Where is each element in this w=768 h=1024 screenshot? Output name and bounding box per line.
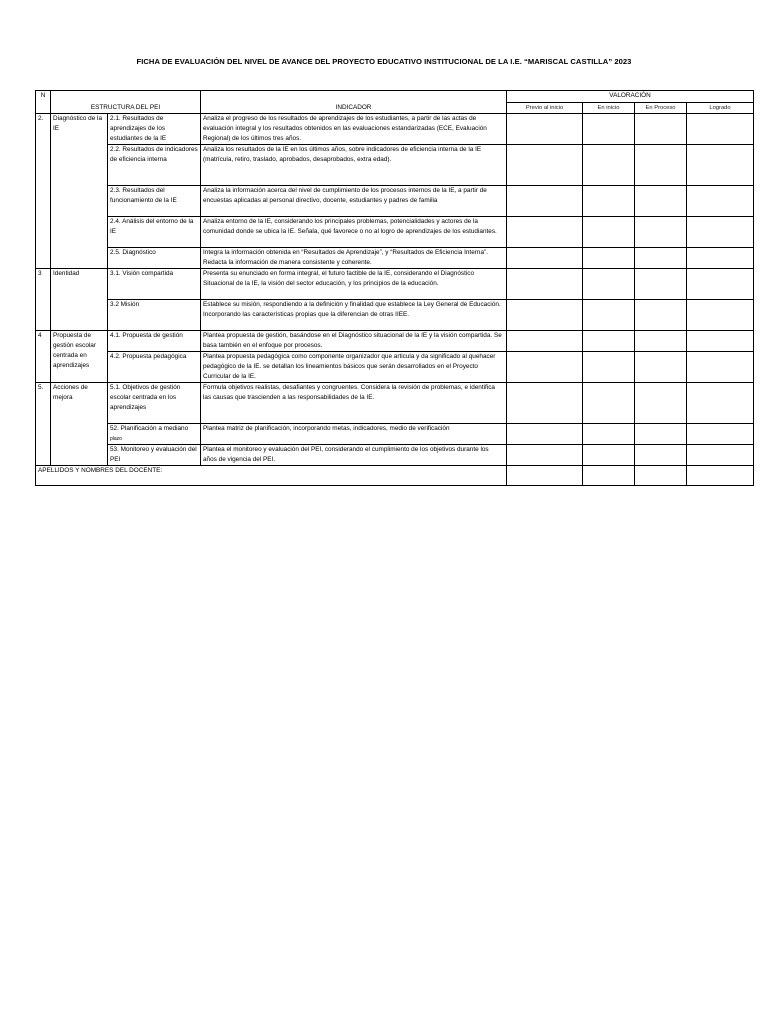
level-previo-al-inicio: Previo al inicio <box>507 103 583 114</box>
estructura-cell <box>108 424 201 445</box>
rating-cell-inicio[interactable] <box>583 145 635 186</box>
rating-cell-previo[interactable] <box>507 114 583 145</box>
table-row <box>36 300 754 331</box>
evaluation-table <box>35 90 754 486</box>
header-valoracion: VALORACIÓN <box>507 91 754 103</box>
estructura-cell: 53. Monitoreo y evaluación del PEI <box>108 445 201 466</box>
indicador-cell: Integra la información obtenida en “Resultados de Aprendizaje”, y “Resultados de Eficiencia Interna”. Redacta la información de manera consistente y coherente. <box>201 248 507 269</box>
rating-cell-logrado[interactable] <box>687 248 754 269</box>
table-row <box>36 186 754 217</box>
docente-cell-3[interactable] <box>635 466 687 486</box>
indicador-cell: Plantea matriz de planificación, incorporando metas, indicadores, medio de verificación <box>201 424 507 445</box>
estructura-cell: 4.2. Propuesta pedagógica <box>108 352 201 383</box>
rating-cell-proceso[interactable] <box>635 186 687 217</box>
rating-cell-proceso[interactable] <box>635 352 687 383</box>
rating-cell-inicio[interactable] <box>583 331 635 352</box>
header-row-top <box>36 91 754 103</box>
docente-label: APELLIDOS Y NOMBRES DEL DOCENTE: <box>36 466 507 486</box>
rating-cell-inicio[interactable] <box>583 383 635 424</box>
estructura-cell: 5.1. Objetivos de gestión escolar centrada en los aprendizajes <box>108 383 201 424</box>
section-number: 2. <box>36 114 51 269</box>
indicador-cell: Analiza el progreso de los resultados de aprendizajes de los estudiantes, a partir de las actas de evaluación integral y los resultados obtenidos en las evaluaciones estandarizadas (ECE, Evaluación Regional) de los últimos tres años. <box>201 114 507 145</box>
rating-cell-inicio[interactable] <box>583 352 635 383</box>
rating-cell-previo[interactable] <box>507 248 583 269</box>
document-title: FICHA DE EVALUACIÓN DEL NIVEL DE AVANCE DEL PROYECTO EDUCATIVO INSTITUCIONAL DE LA I.E. “MARISCAL CASTILLA” 2023 <box>136 57 632 66</box>
estructura-cell: 2.2. Resultados de indicadores de eficiencia interna <box>108 145 201 186</box>
rating-cell-previo[interactable] <box>507 445 583 466</box>
rating-cell-proceso[interactable] <box>635 248 687 269</box>
estructura-cell: 3.1. Visión compartida <box>108 269 201 300</box>
rating-cell-inicio[interactable] <box>583 248 635 269</box>
table-row <box>36 331 754 352</box>
level-en-inicio: En inicio <box>583 103 635 114</box>
rating-cell-proceso[interactable] <box>635 445 687 466</box>
estructura-text: 52. Planificación a mediano <box>110 425 189 432</box>
section-name: Identidad <box>51 269 108 331</box>
rating-cell-previo[interactable] <box>507 145 583 186</box>
estructura-small-text: plazo <box>110 436 122 442</box>
rating-cell-logrado[interactable] <box>687 352 754 383</box>
rating-cell-logrado[interactable] <box>687 331 754 352</box>
table-row <box>36 217 754 248</box>
header-estructura: ESTRUCTURA DEL PEI <box>51 91 201 114</box>
rating-cell-logrado[interactable] <box>687 269 754 300</box>
table-row <box>36 424 754 445</box>
section-name: Propuesta de gestión escolar centrada en aprendizajes <box>51 331 108 383</box>
rating-cell-logrado[interactable] <box>687 445 754 466</box>
docente-cell-2[interactable] <box>583 466 635 486</box>
rating-cell-previo[interactable] <box>507 331 583 352</box>
rating-cell-previo[interactable] <box>507 383 583 424</box>
table-row <box>36 269 754 300</box>
section-name: Diagnóstico de la IE <box>51 114 108 269</box>
header-n: N <box>36 91 51 114</box>
rating-cell-proceso[interactable] <box>635 217 687 248</box>
docente-cell-4[interactable] <box>687 466 754 486</box>
rating-cell-logrado[interactable] <box>687 186 754 217</box>
rating-cell-proceso[interactable] <box>635 269 687 300</box>
rating-cell-logrado[interactable] <box>687 145 754 186</box>
estructura-cell: 3.2 Misión <box>108 300 201 331</box>
indicador-cell: Analiza entorno de la IE, considerando los principales problemas, potencialidades y actores de la comunidad donde se ubica la IE. Señala, qué favorece o no al logro de aprendizajes de los estudiantes. <box>201 217 507 248</box>
rating-cell-logrado[interactable] <box>687 300 754 331</box>
footer-row <box>36 466 754 486</box>
indicador-cell: Analiza la información acerca del nivel de cumplimiento de los procesos internos de la IE, a partir de encuestas aplicadas al personal directivo, docente, estudiantes y padres de familia <box>201 186 507 217</box>
rating-cell-proceso[interactable] <box>635 300 687 331</box>
estructura-cell: 2.5. Diagnóstico <box>108 248 201 269</box>
indicador-cell: Formula objetivos realistas, desafiantes y congruentes. Considera la revisión de problemas, e identifica las causas que trascienden a las responsabilidades de la IE. <box>201 383 507 424</box>
table-row <box>36 145 754 186</box>
section-name: Acciones de mejora <box>51 383 108 466</box>
rating-cell-proceso[interactable] <box>635 383 687 424</box>
indicador-cell: Presenta su enunciado en forma integral, el futuro factible de la IE, considerando el Diagnóstico Situacional de la IE, la visión del sector educación, y los principios de la educación. <box>201 269 507 300</box>
table-row <box>36 352 754 383</box>
rating-cell-previo[interactable] <box>507 352 583 383</box>
rating-cell-logrado[interactable] <box>687 424 754 445</box>
rating-cell-logrado[interactable] <box>687 383 754 424</box>
rating-cell-previo[interactable] <box>507 186 583 217</box>
rating-cell-logrado[interactable] <box>687 217 754 248</box>
estructura-cell: 2.3. Resultados del funcionamiento de la IE <box>108 186 201 217</box>
estructura-cell: 2.1. Resultados de aprendizajes de los estudiantes de la IE <box>108 114 201 145</box>
table-row <box>36 248 754 269</box>
rating-cell-proceso[interactable] <box>635 424 687 445</box>
indicador-cell: Plantea el monitoreo y evaluación del PEI, considerando el cumplimiento de los objetivos durante los años de vigencia del PEI. <box>201 445 507 466</box>
indicador-cell: Analiza los resultados de la IE en los últimos años, sobre indicadores de eficiencia interna de la IE (matrícula, retiro, traslado, aprobados, desaprobados, extra edad). <box>201 145 507 186</box>
rating-cell-proceso[interactable] <box>635 331 687 352</box>
section-number: 4 <box>36 331 51 383</box>
rating-cell-inicio[interactable] <box>583 445 635 466</box>
indicador-cell: Establece su misión, respondiendo a la definición y finalidad que establece la Ley General de Educación. Incorporando las características propias que la diferencian de otras IIEE. <box>201 300 507 331</box>
level-en-proceso: En Proceso <box>635 103 687 114</box>
rating-cell-previo[interactable] <box>507 217 583 248</box>
rating-cell-logrado[interactable] <box>687 114 754 145</box>
rating-cell-previo[interactable] <box>507 424 583 445</box>
rating-cell-proceso[interactable] <box>635 145 687 186</box>
table-row <box>36 445 754 466</box>
indicador-cell: Plantea propuesta pedagógica como componente organizador que articula y da significado al quehacer pedagógico de la IE. se detallan los lineamientos básicos que serán desarrollados en el Proyecto Curricular de la IE. <box>201 352 507 383</box>
table-row <box>36 114 754 145</box>
header-indicador: INDICADOR <box>201 91 507 114</box>
estructura-cell: 2.4. Análisis del entorno de la IE <box>108 217 201 248</box>
rating-cell-previo[interactable] <box>507 269 583 300</box>
docente-cell-1[interactable] <box>507 466 583 486</box>
rating-cell-inicio[interactable] <box>583 217 635 248</box>
section-number: 5. <box>36 383 51 466</box>
level-logrado: Logrado <box>687 103 754 114</box>
estructura-cell: 4.1. Propuesta de gestión <box>108 331 201 352</box>
table-row <box>36 383 754 424</box>
indicador-cell: Plantea propuesta de gestión, basándose en el Diagnóstico situacional de la IE y la visión compartida. Se basa también en el enfoque por procesos. <box>201 331 507 352</box>
rating-cell-previo[interactable] <box>507 300 583 331</box>
rating-cell-inicio[interactable] <box>583 186 635 217</box>
rating-cell-inicio[interactable] <box>583 300 635 331</box>
section-number: 3 <box>36 269 51 331</box>
rating-cell-inicio[interactable] <box>583 269 635 300</box>
rating-cell-inicio[interactable] <box>583 424 635 445</box>
rating-cell-proceso[interactable] <box>635 114 687 145</box>
rating-cell-inicio[interactable] <box>583 114 635 145</box>
